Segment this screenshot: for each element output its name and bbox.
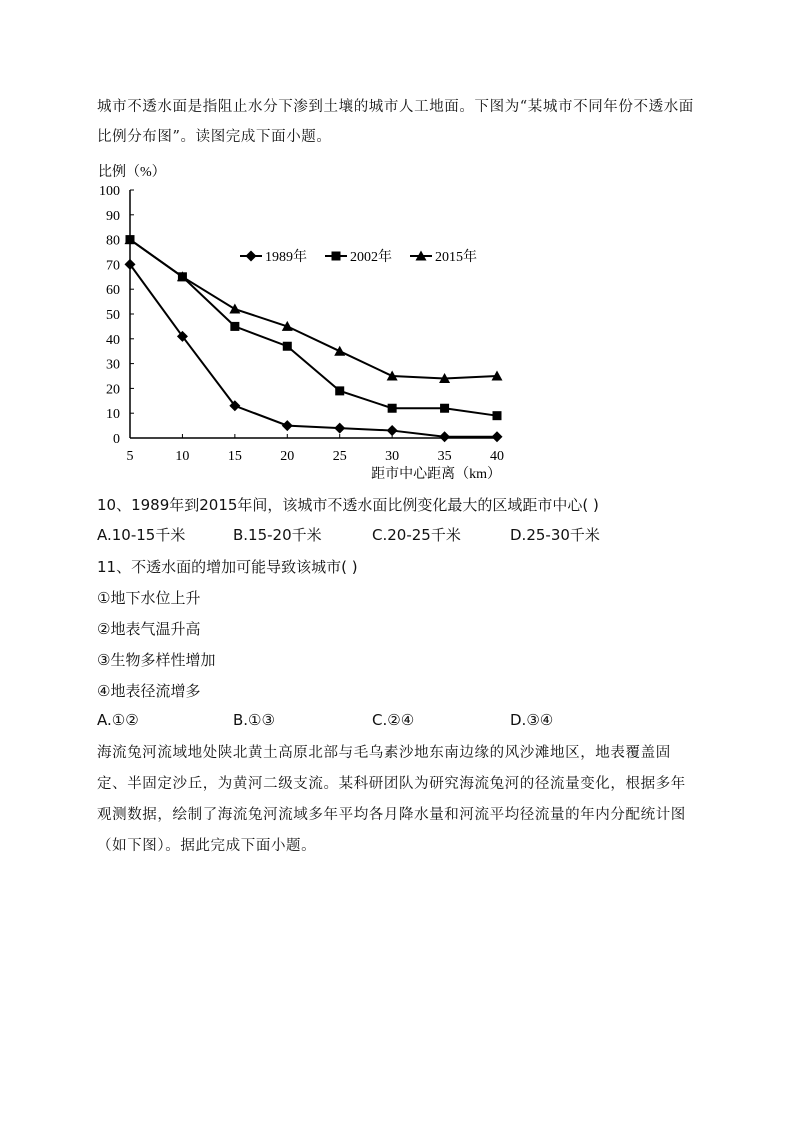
q11-item-2: ②地表气温升高 <box>97 620 201 638</box>
q10-option-a[interactable]: A.10-15千米 <box>97 526 186 544</box>
intro-paragraph-2: 海流兔河流域地处陕北黄土高原北部与毛乌素沙地东南边缘的风沙滩地区，地表覆盖固定、半固定沙丘，为黄河二级支流。某科研团队为研究海流兔河的径流量变化，根据多年观测数据，绘制了海流兔河流域多年平均各月降水量和河流平均径流量的年内分配统计图（如下图）。据此完成下面小题。 <box>97 745 686 854</box>
y-tick-label: 40 <box>106 332 120 348</box>
q11-item-3: ③生物多样性增加 <box>97 651 216 669</box>
data-point <box>334 346 345 356</box>
q10-option-c[interactable]: C.20-25千米 <box>372 526 461 544</box>
q11-option-d[interactable]: D.③④ <box>510 711 554 729</box>
data-point <box>335 386 344 395</box>
q11-item-1: ①地下水位上升 <box>97 589 201 607</box>
legend-label: 1989年 <box>265 250 307 265</box>
data-point <box>492 431 503 442</box>
y-tick-label: 80 <box>106 233 120 249</box>
data-point <box>440 404 449 413</box>
x-tick-label: 10 <box>175 449 190 464</box>
x-axis-label: 距市中心距离（km） <box>371 467 501 480</box>
q11-item-4: ④地表径流增多 <box>97 682 201 700</box>
y-tick-label: 10 <box>106 407 120 423</box>
legend-label: 2015年 <box>435 250 477 265</box>
data-point <box>334 423 345 434</box>
data-point <box>282 420 293 431</box>
question-11-stem: 11、不透水面的增加可能导致该城市( ) <box>97 558 358 576</box>
impervious-surface-chart <box>80 160 520 480</box>
data-point <box>439 431 450 442</box>
data-point <box>229 304 240 314</box>
q10-option-d[interactable]: D.25-30千米 <box>510 526 600 544</box>
data-point <box>387 425 398 436</box>
y-tick-label: 20 <box>106 382 120 398</box>
y-axis-label: 比例（%） <box>98 165 166 180</box>
y-tick-label: 50 <box>106 308 120 323</box>
y-tick-label: 30 <box>106 357 120 373</box>
y-tick-label: 70 <box>106 258 120 274</box>
q11-option-b[interactable]: B.①③ <box>233 711 275 729</box>
x-tick-label: 25 <box>332 449 347 464</box>
legend-marker <box>246 251 257 262</box>
x-tick-label: 30 <box>385 449 400 464</box>
y-tick-label: 0 <box>113 432 120 447</box>
intro-paragraph-1: 城市不透水面是指阻止水分下渗到土壤的城市人工地面。下图为“某城市不同年份不透水面比例分布图”。读图完成下面小题。 <box>97 99 694 145</box>
data-point <box>283 342 292 351</box>
q10-option-b[interactable]: B.15-20千米 <box>233 526 322 544</box>
data-point <box>388 404 397 413</box>
x-tick-label: 40 <box>490 449 504 464</box>
q11-option-a[interactable]: A.①② <box>97 711 139 729</box>
x-tick-label: 5 <box>126 449 134 464</box>
y-tick-label: 60 <box>106 283 120 299</box>
y-tick-label: 100 <box>99 184 120 199</box>
data-point <box>230 322 239 331</box>
x-tick-label: 35 <box>437 449 452 464</box>
series-line-2002年 <box>130 240 497 416</box>
x-tick-label: 15 <box>227 449 242 464</box>
question-10-stem: 10、1989年到2015年间，该城市不透水面比例变化最大的区域距市中心( ) <box>97 496 599 514</box>
data-point <box>493 411 502 420</box>
legend-marker <box>332 252 341 261</box>
legend-label: 2002年 <box>350 250 392 265</box>
y-tick-label: 90 <box>106 208 120 224</box>
q11-option-c[interactable]: C.②④ <box>372 711 415 729</box>
x-tick-label: 20 <box>280 449 295 464</box>
